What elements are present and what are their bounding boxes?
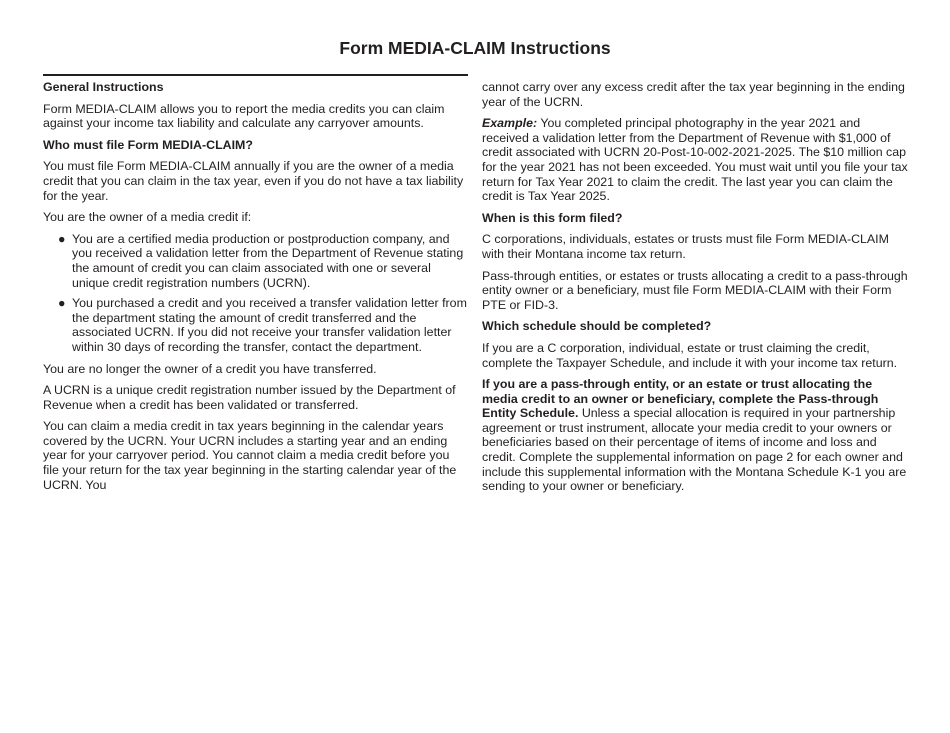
pass-through-text: Unless a special allocation is required in your partnership agreement or trust instrument, allocate your media credit to your owners or beneficiaries based on their percentage of items of income and loss and credit. Complete the supplemental information on page 2 for each owner and include this supplemental information with the Montana Schedule K-1 you are sending to your owner or beneficiary.	[482, 406, 907, 494]
pass-through-bold-text: If you are a pass-through entity, or an estate or trust allocating the media credit to an owner or beneficiary, complete the Pass-through Entity Schedule.	[482, 377, 879, 421]
owner-intro-text: You are the owner of a media credit if:	[43, 210, 252, 225]
no-longer-owner-text: You are no longer the owner of a credit you have transferred.	[43, 361, 377, 376]
who-must-file-text: You must file Form MEDIA-CLAIM annually if you are the owner of a media credit that you can claim in the tax year, even if you do not have a tax liability for the year.	[43, 159, 464, 203]
example-label: Example:	[482, 116, 538, 131]
list-item-text: You purchased a credit and you received a transfer validation letter from the department stating the amount of credit transferred and the associated UCRN. If you did not receive your transfer validation letter within 30 days of recording the transfer, contact the department.	[72, 296, 467, 354]
general-instructions-heading: General Instructions	[43, 80, 164, 94]
claim-timing-continued-text: cannot carry over any excess credit after the tax year beginning in the ending year of the UCRN.	[482, 80, 905, 109]
example-block	[482, 116, 910, 204]
left-column	[43, 74, 468, 499]
owner-criteria-list	[43, 232, 468, 355]
when-filed-text-2: Pass-through entities, or estates or trusts allocating a credit to a pass-through entity owner or a beneficiary, must file Form MEDIA-CLAIM with their Form PTE or FID-3.	[482, 268, 908, 312]
example-text: You completed principal photography in the year 2021 and received a validation letter from the Department of Revenue with $1,000 of credit associated with UCRN 20-Post-10-002-2021-2025. The $10 million cap for the year 2021 has not been exceeded. You must wait until you file your tax return for Tax Year 2021 to claim the credit. The last year you can claim the credit is Tax Year 2025.	[482, 116, 908, 204]
bullet-icon: ●	[58, 231, 66, 246]
which-schedule-heading: Which schedule should be completed?	[482, 319, 712, 334]
bullet-icon: ●	[58, 296, 66, 311]
which-schedule-text: If you are a C corporation, individual, estate or trust claiming the credit, complete the Taxpayer Schedule, and include it with your income tax return.	[482, 340, 898, 370]
list-item	[43, 296, 468, 354]
when-filed-text-1: C corporations, individuals, estates or trusts must file Form MEDIA-CLAIM with their Montana income tax return.	[482, 232, 889, 261]
page-title: Form MEDIA-CLAIM Instructions	[339, 38, 611, 58]
claim-timing-text: You can claim a media credit in tax years beginning in the calendar years covered by the UCRN. Your UCRN includes a starting year and an ending year for your carryover period. You cannot claim a media credit before you file your return for the tax year beginning in the starting calendar year of the UCRN. You	[43, 419, 457, 492]
pass-through-block	[482, 377, 910, 494]
when-filed-heading: When is this form filed?	[482, 210, 623, 225]
right-column	[482, 80, 910, 501]
list-item-text: You are a certified media production or postproduction company, and you received a validation letter from the Department of Revenue stating the amount of credit you can claim associated with one or several unique credit registration numbers (UCRN).	[72, 231, 464, 290]
who-must-file-heading: Who must file Form MEDIA-CLAIM?	[43, 137, 253, 152]
ucrn-definition-text: A UCRN is a unique credit registration number issued by the Department of Revenue when a credit has been validated or transferred.	[43, 383, 456, 412]
general-instructions-text: Form MEDIA-CLAIM allows you to report the media credits you can claim against your income tax liability and calculate any carryover amounts.	[43, 101, 445, 131]
list-item	[43, 232, 468, 290]
